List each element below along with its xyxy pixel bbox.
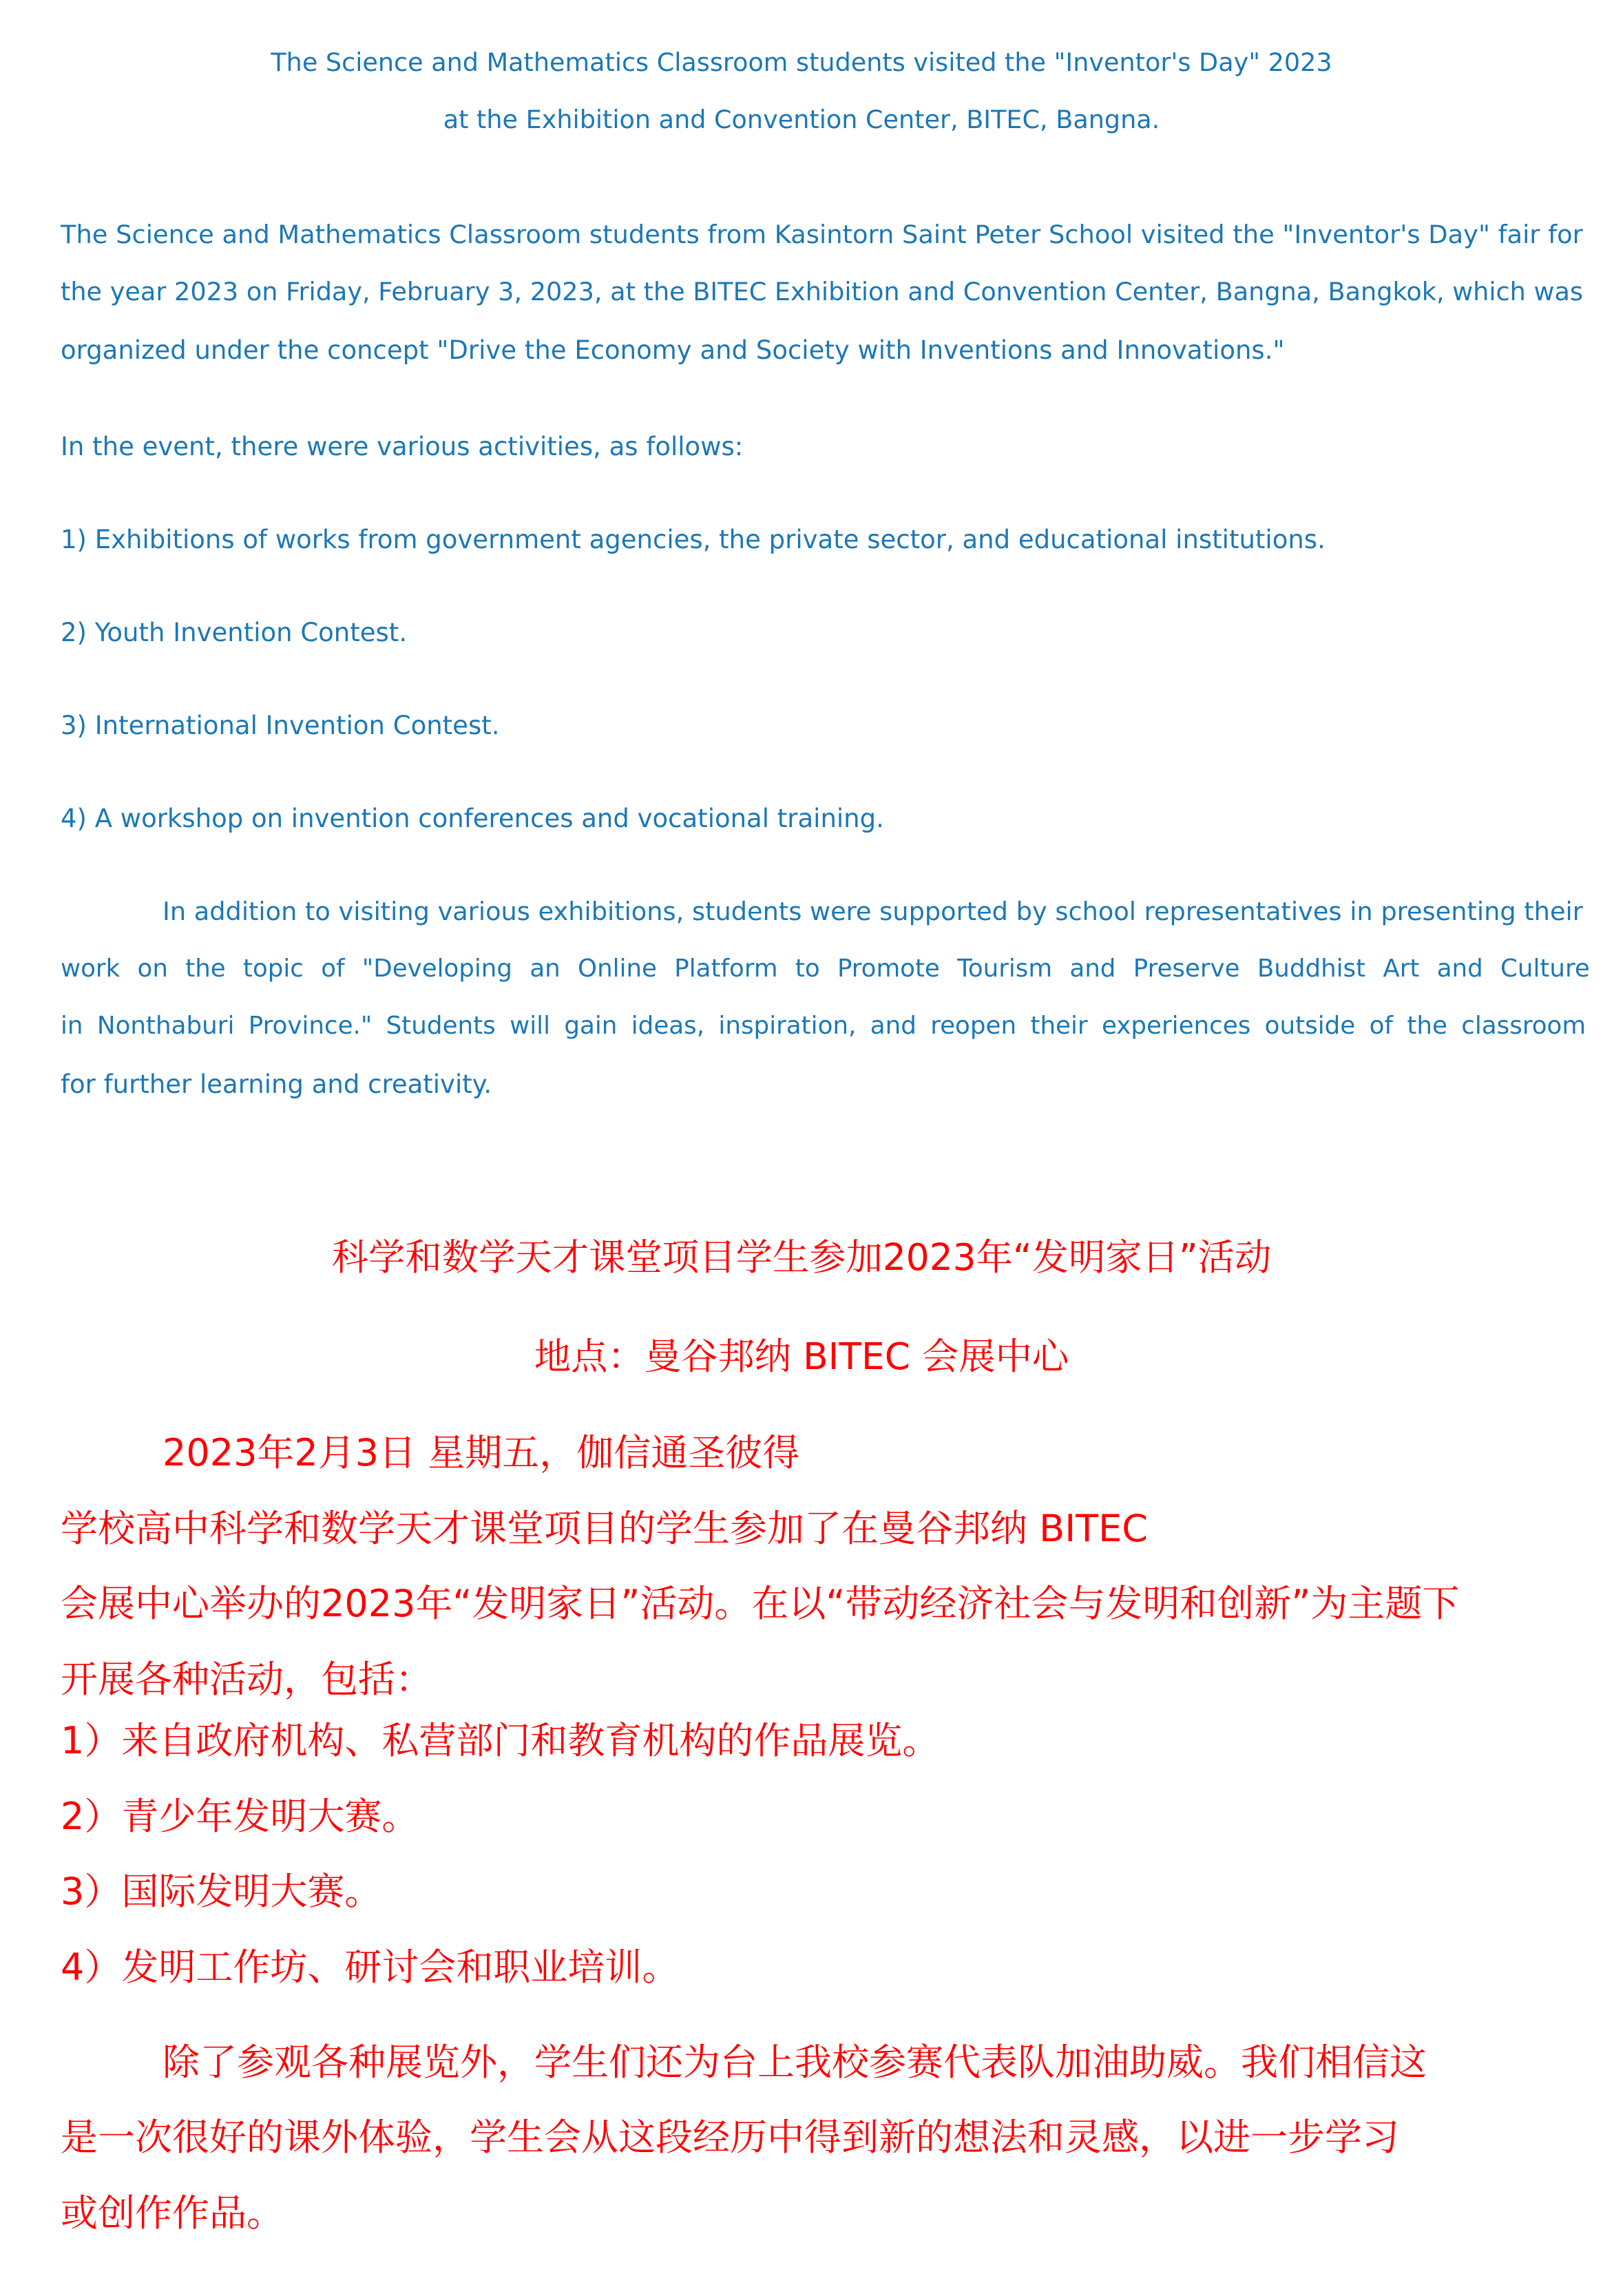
english-closing-line-1: In addition to visiting various exhibitions, students were supported by school representatives in presenting their	[163, 897, 1583, 926]
english-intro-line-3: organized under the concept "Drive the Economy and Society with Inventions and Innovations."	[61, 335, 1285, 365]
english-title-line-2: at the Exhibition and Convention Center, BITEC, Bangna.	[443, 105, 1160, 134]
chinese-title: 科学和数学天才课堂项目学生参加2023年“发明家日”活动	[331, 1235, 1272, 1279]
chinese-activity-item: 1）来自政府机构、私营部门和教育机构的作品展览。	[61, 1719, 940, 1762]
chinese-closing-line-3: 或创作作品。	[61, 2191, 284, 2235]
english-activity-item: 3) International Invention Contest.	[61, 711, 500, 740]
english-activity-item: 4) A workshop on invention conferences and vocational training.	[61, 804, 884, 833]
english-activity-item: 2) Youth Invention Contest.	[61, 618, 408, 647]
english-activity-item: 1) Exhibitions of works from government agencies, the private sector, and educational institutions.	[61, 525, 1326, 554]
english-title-line-1: The Science and Mathematics Classroom students visited the "Inventor's Day" 2023	[271, 48, 1332, 77]
english-activities-intro: In the event, there were various activities, as follows:	[61, 432, 744, 461]
chinese-date-line: 2023年2月3日 星期五，伽信通圣彼得	[163, 1431, 800, 1474]
chinese-activity-item: 3）国际发明大赛。	[61, 1870, 382, 1913]
chinese-body-line-1: 学校高中科学和数学天才课堂项目的学生参加了在曼谷邦纳 BITEC	[61, 1507, 1148, 1550]
chinese-activity-item: 2）青少年发明大赛。	[61, 1795, 419, 1838]
chinese-body-line-3: 开展各种活动，包括：	[61, 1658, 432, 1701]
english-intro-line-2: the year 2023 on Friday, February 3, 2023, at the BITEC Exhibition and Convention Center, Bangna, Bangkok, which was	[61, 277, 1583, 306]
chinese-activity-item: 4）发明工作坊、研讨会和职业培训。	[61, 1945, 680, 1989]
chinese-body-line-2: 会展中心举办的2023年“发明家日”活动。在以“带动经济社会与发明和创新”为主题下	[61, 1582, 1460, 1625]
chinese-location: 地点：曼谷邦纳 BITEC 会展中心	[534, 1335, 1069, 1378]
english-intro-line-1: The Science and Mathematics Classroom students from Kasintorn Saint Peter School visited the "Inventor's Day" fair for	[61, 220, 1583, 249]
chinese-closing-line-1: 除了参观各种展览外，学生们还为台上我校参赛代表队加油助威。我们相信这	[163, 2041, 1427, 2084]
english-closing-line-4: for further learning and creativity.	[61, 1069, 492, 1099]
english-closing-line-2: work on the topic of "Developing an Online Platform to Promote Tourism and Preserve Buddhist Art and Culture	[61, 954, 1590, 983]
english-closing-line-3: in Nonthaburi Province." Students will gain ideas, inspiration, and reopen their experiences outside of the classroom	[61, 1012, 1586, 1040]
chinese-closing-line-2: 是一次很好的课外体验，学生会从这段经历中得到新的想法和灵感，以进一步学习	[61, 2116, 1399, 2159]
